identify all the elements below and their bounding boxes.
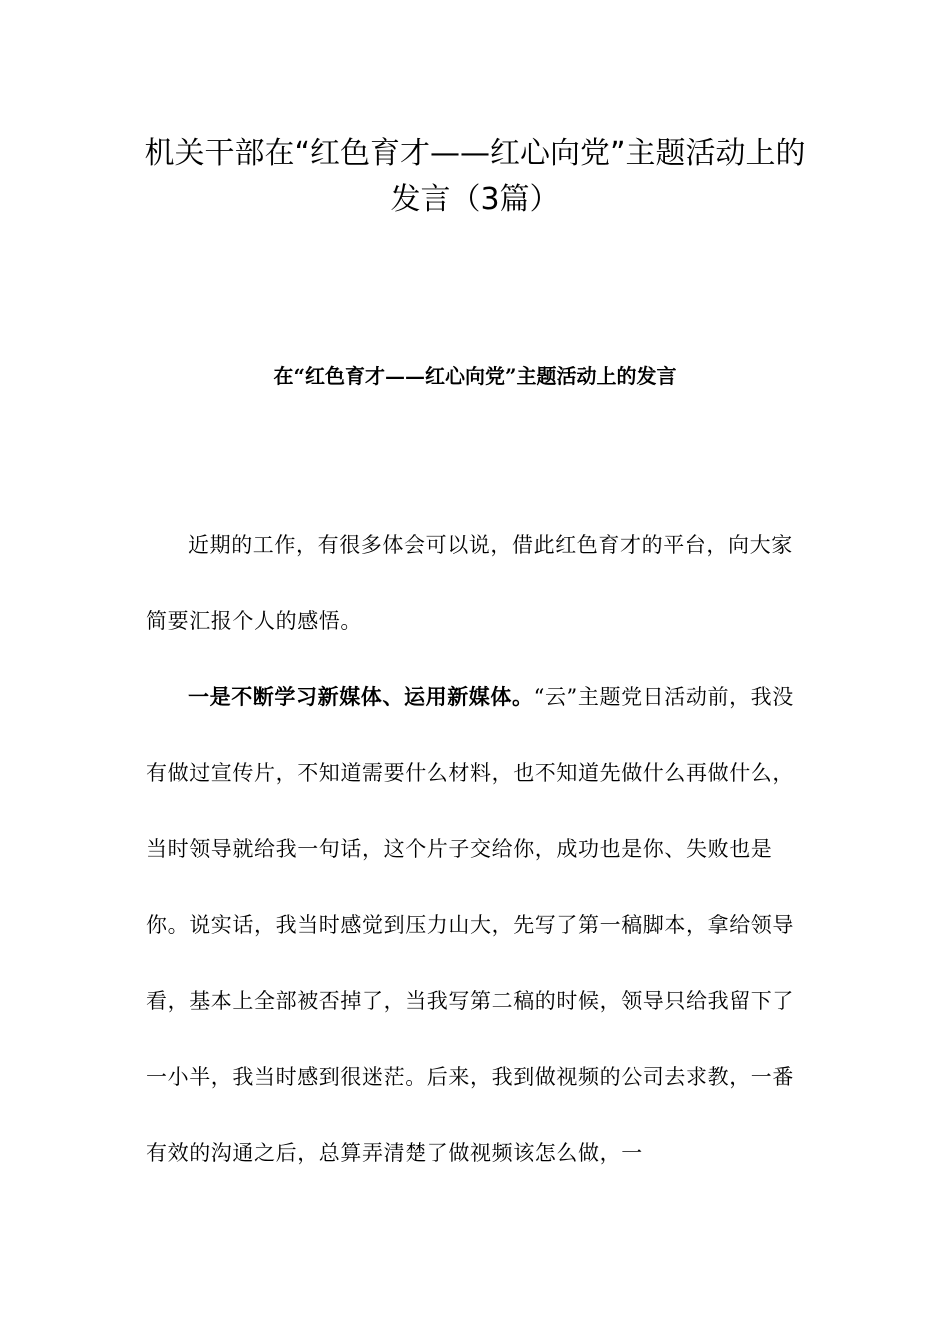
- paragraph-2: [146, 659, 806, 1191]
- paragraph-2-lead: 一是不断学习新媒体、运用新媒体。: [188, 684, 534, 709]
- document-body: [146, 507, 806, 1191]
- section-subtitle: 在“红色育才——红心向党”主题活动上的发言: [273, 364, 677, 388]
- paragraph-1-text: 近期的工作，有很多体会可以说，借此红色育才的平台，向大家简要汇报个人的感悟。: [146, 533, 793, 633]
- document-title-line-1: 机关干部在“红色育才——红心向党”主题活动上的: [144, 136, 806, 171]
- document-title-line-2: 发言（3篇）: [390, 182, 560, 217]
- paragraph-2-text: “云”主题党日活动前，我没有做过宣传片，不知道需要什么材料，也不知道先做什么再做什么，当时领导就给我一句话，这个片子交给你，成功也是你、失败也是你。说实话，我当时感觉到压力山大，先写了第一稿脚本，拿给领导看，基本上全部被否掉了，当我写第二稿的时候，领导只给我留下了一小半，我当时感到很迷茫。后来，我到做视频的公司去求教，一番有效的沟通之后，总算弄清楚了做视频该怎么做，一: [146, 685, 794, 1165]
- paragraph-1: [146, 507, 806, 659]
